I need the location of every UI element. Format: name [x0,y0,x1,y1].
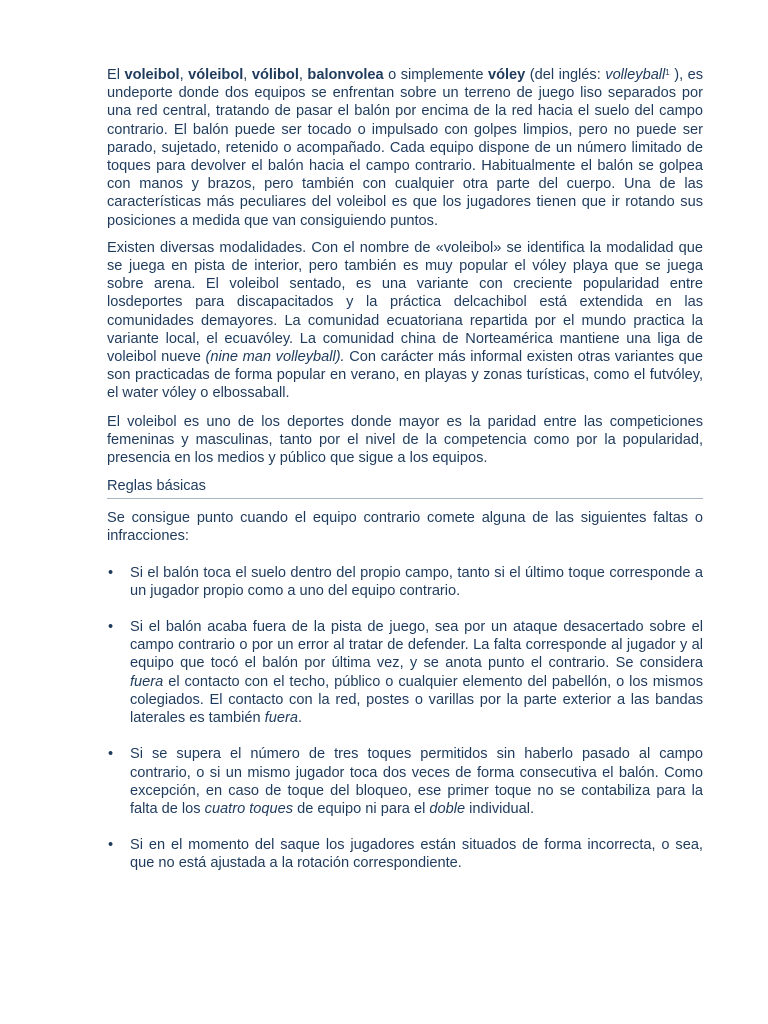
term-volibol: vólibol [251,67,299,83]
parity-paragraph: El voleibol es uno de los deportes donde mayor es la paridad entre las competiciones femeninas y masculinas, tanto por el nivel de la competencia como por la popularidad, presencia en los medios y público que sigue a los equipos. [107,413,703,467]
intro-text: (del inglés: [525,67,606,83]
footnote-ref[interactable]: 1 [665,68,670,77]
rule-text: el contacto con el techo, público o cualquier elemento del pabellón, o los mismos colegiados. El contacto con la red, postes o varillas por la parte exterior a las bandas laterales es también [130,673,703,727]
rule-text: de equipo ni para el [293,800,430,817]
bullet-icon: • [108,746,114,763]
term-voley: vóley [487,67,526,83]
rule-text: Si en el momento del saque los jugadores están situados de forma incorrecta, o sea, que no está ajustada a la rotación correspondiente. [130,837,703,872]
rule-emphasis: fuera [264,710,298,727]
nine-man-term: (nine man volleyball). [205,349,345,366]
term-volleyball: volleyball [605,67,666,83]
list-item [107,564,703,600]
rule-text: . [297,710,302,727]
intro-text: , [243,67,252,83]
intro-text: o simplemente [383,67,488,83]
intro-text: ), es undeporte donde dos equipos se enfrentan sobre un terreno de juego liso separados por una red central, tratando de pasar el balón por encima de la red hacia el suelo del campo contrario. El balón puede ser tocado o impulsado con golpes limpios, pero no puede ser parado, sujetado, retenido o acompañado. Cada equipo dispone de un número limitado de toques para devolver el balón hacia el campo contrario. Habitualmente el balón se golpea con manos y brazos, pero también con cualquier otra parte del cuerpo. Una de las características más peculiares del voleibol es que los jugadores tienen que ir rotando sus posiciones a medida que van consiguiendo puntos. [107,67,704,229]
list-item [107,618,703,727]
rule-text: Si el balón toca el suelo dentro del propio campo, tanto si el último toque corresponde a un jugador propio como a uno del equipo contrario. [130,564,703,599]
rule-text: Si se supera el número de tres toques permitidos sin haberlo pasado al campo contrario, o si un mismo jugador toca dos veces de forma consecutiva el balón. Como excepción, en caso de toque del bloqueo, ese primer toque no se contabiliza para la falta de los [130,746,703,817]
term-voleibol-accent: vóleibol [188,67,244,83]
list-item [107,836,703,872]
bullet-icon: • [108,619,114,636]
list-item [107,745,703,818]
rule-text: individual. [465,800,535,817]
rule-text: Si el balón acaba fuera de la pista de juego, sea por un ataque desacertado sobre el campo contrario o por un error al tratar de defender. La falta corresponde al jugador y al equipo que tocó el balón por última vez, y se anota punto el contrario. Se considera [130,619,703,672]
term-voleibol: voleibol [124,67,180,83]
intro-text: El [107,67,125,83]
bullet-icon: • [108,837,114,854]
rules-list [107,564,703,873]
intro-text: , [179,67,189,83]
modalities-text: Existen diversas modalidades. Con el nombre de «voleibol» se identifica la modalidad que se juega en pista de interior, pero también es muy popular el vóley playa que se juega sobre arena. El voleibol sentado, es una variante con creciente popularidad entre losdeportes para discapacitados y la práctica delcachibol está extendida en las comunidades demayores. La comunidad ecuatoriana repartida por el mundo practica la variante local, el ecuavóley. La comunidad china de Norteamérica mantiene una liga de voleibol nueve [107,239,703,366]
rule-emphasis: fuera [130,673,164,690]
bullet-icon: • [108,564,114,581]
intro-text: , [298,67,308,83]
rule-emphasis: doble [429,800,466,817]
modalities-paragraph [107,239,703,403]
term-balonvolea: balonvolea [307,67,384,83]
rules-intro-paragraph: Se consigue punto cuando el equipo contrario comete alguna de las siguientes faltas o infracciones: [107,510,703,545]
section-heading: Reglas básicas [107,477,703,499]
rule-emphasis: cuatro toques [204,800,294,817]
modalities-text: Con carácter más informal existen otras variantes que son practicadas de forma popular en verano, en playas y zonas turísticas, como el futvóley, el water vóley o elbossaball. [107,349,703,402]
intro-paragraph [107,66,703,230]
document-body [107,66,703,891]
